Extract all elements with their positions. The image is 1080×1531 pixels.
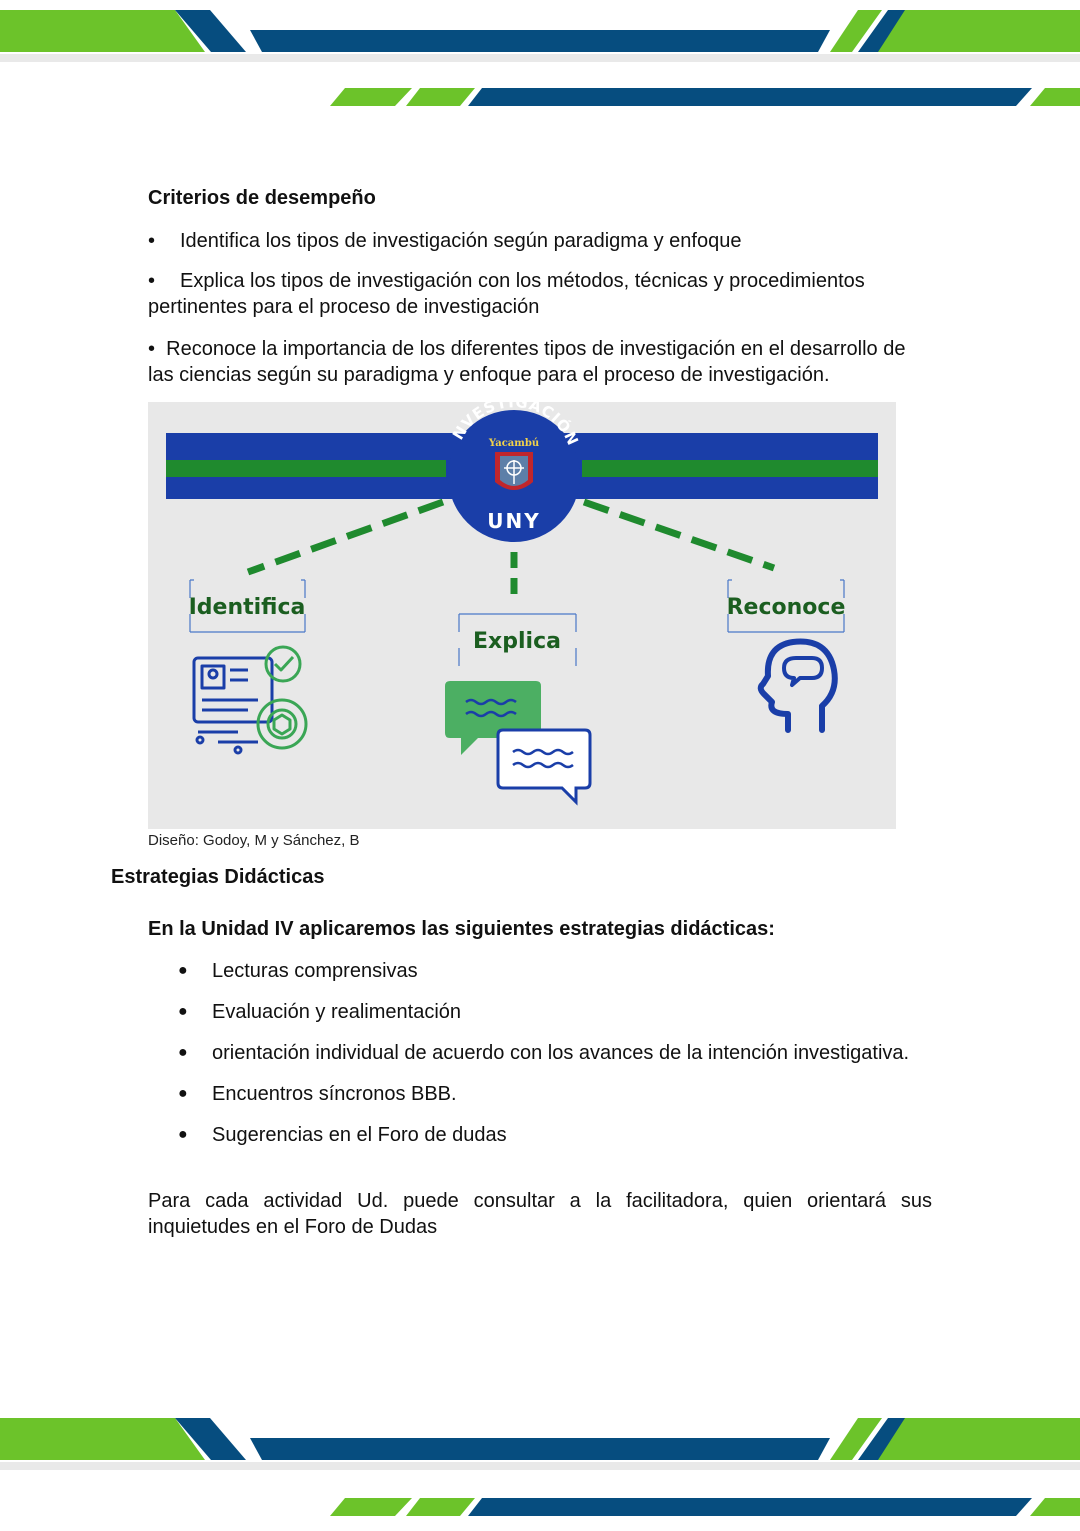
- svg-text:UNY: UNY: [487, 509, 541, 533]
- id-card-gear-icon: [194, 647, 306, 753]
- chat-bubbles-icon: [445, 681, 590, 802]
- label-identifica: Identifica: [188, 595, 306, 620]
- label-reconoce: Reconoce: [726, 595, 846, 620]
- criterio-item: • Identifica los tipos de investigación según paradigma y enfoque: [148, 230, 742, 252]
- label-explica: Explica: [473, 629, 561, 654]
- estrategias-list: [178, 958, 932, 1163]
- criterios-title: Criterios de desempeño: [148, 187, 376, 209]
- list-item: ● Sugerencias en el Foro de dudas: [178, 1124, 507, 1146]
- list-item: ● Lecturas comprensivas: [178, 960, 418, 982]
- closing-paragraph: Para cada actividad Ud. puede consultar a la facilitadora, quien orientará sus inquietudes en el Foro de Dudas: [148, 1190, 932, 1238]
- svg-text:Yacambú: Yacambú: [488, 438, 540, 449]
- criterios-diagram: [148, 402, 896, 829]
- list-item: ● orientación individual de acuerdo con los avances de la intención investigativa.: [178, 1042, 910, 1064]
- svg-text:INVESTIGACIÓN: NVESTIGACIÓN: [448, 402, 583, 449]
- figure-caption: Diseño: Godoy, M y Sánchez, B: [148, 832, 360, 849]
- footer-band: [0, 1416, 1080, 1531]
- criterio-item: • Reconoce la importancia de los diferentes tipos de investigación en el desarrollo de las ciencias según su paradigma y enfoque para el proceso de investigación.: [148, 338, 906, 386]
- head-speech-icon: [761, 642, 835, 730]
- list-item: ● Evaluación y realimentación: [178, 1001, 462, 1023]
- estrategias-title: Estrategias Didácticas: [111, 866, 325, 888]
- estrategias-subtitle: En la Unidad IV aplicaremos las siguientes estrategias didácticas:: [148, 918, 775, 940]
- criterio-item: • Explica los tipos de investigación con los métodos, técnicas y procedimientos pertinentes para el proceso de investigación: [148, 270, 865, 318]
- header-band: [0, 0, 1080, 115]
- list-item: ● Encuentros síncronos BBB.: [178, 1083, 457, 1105]
